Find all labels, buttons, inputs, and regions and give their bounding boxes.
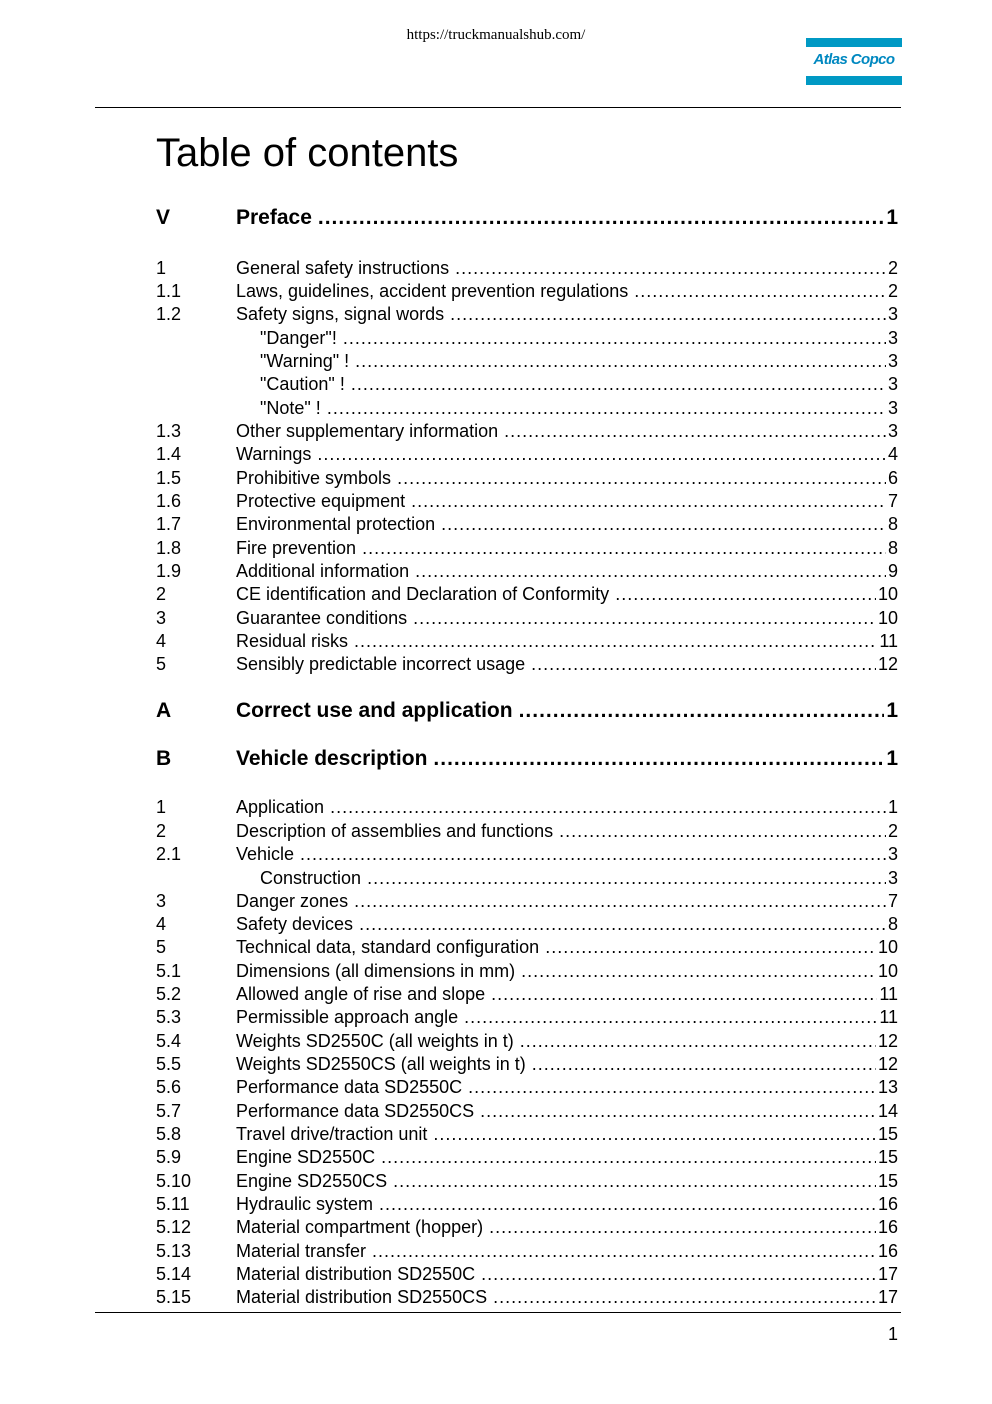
toc-leader-dots <box>379 1194 876 1215</box>
toc-leader-dots <box>493 1287 876 1308</box>
logo-bar-bottom <box>806 76 902 85</box>
toc-number: 5.10 <box>156 1171 192 1191</box>
toc-entry[interactable] <box>156 608 898 629</box>
toc-label: Environmental protection <box>236 514 436 534</box>
toc-leader-dots <box>559 821 886 842</box>
toc-entry[interactable] <box>156 1264 898 1285</box>
toc-label: Preface <box>236 206 312 229</box>
toc-page: 17 <box>877 1264 898 1284</box>
toc-label: Fire prevention <box>236 538 357 558</box>
toc-label: Prohibitive symbols <box>236 468 392 488</box>
toc-leader-dots <box>481 1264 876 1285</box>
toc-label: Vehicle description <box>236 747 428 770</box>
toc-number: 2 <box>156 584 167 604</box>
toc-entry[interactable] <box>156 631 898 652</box>
toc-entry[interactable] <box>156 1147 898 1168</box>
toc-page: 3 <box>887 328 898 348</box>
toc-leader-dots <box>381 1147 876 1168</box>
toc-label: "Warning" ! <box>260 351 350 371</box>
logo-bar-top <box>806 38 902 47</box>
toc-page: 17 <box>877 1287 898 1307</box>
toc-leader-dots <box>464 1007 877 1028</box>
toc-leader-dots <box>455 258 886 279</box>
toc-entry[interactable] <box>156 891 898 912</box>
source-url[interactable]: https://truckmanualshub.com/ <box>406 27 586 43</box>
toc-label: Correct use and application <box>236 699 513 722</box>
toc-leader-dots <box>300 844 886 865</box>
toc-leader-dots <box>521 961 876 982</box>
toc-leader-dots <box>450 304 886 325</box>
toc-leader-dots <box>532 1054 876 1075</box>
toc-page: 15 <box>877 1171 898 1191</box>
toc-page: 1 <box>886 747 898 770</box>
toc-entry[interactable] <box>156 914 898 935</box>
toc-label: Warnings <box>236 444 312 464</box>
toc-label: "Note" ! <box>260 398 321 418</box>
toc-leader-dots <box>397 468 886 489</box>
toc-label: Allowed angle of rise and slope <box>236 984 486 1004</box>
toc-label: Engine SD2550C <box>236 1147 376 1167</box>
toc-leader-dots <box>330 797 886 818</box>
toc-leader-dots <box>355 351 886 372</box>
toc-chapter[interactable] <box>156 699 898 723</box>
toc-chapter[interactable] <box>156 747 898 771</box>
toc-label: Engine SD2550CS <box>236 1171 388 1191</box>
toc-label: Safety signs, signal words <box>236 304 445 324</box>
toc-entry[interactable] <box>156 654 898 675</box>
toc-page: 3 <box>887 421 898 441</box>
toc-leader-dots <box>489 1217 876 1238</box>
toc-page: 8 <box>887 538 898 558</box>
toc-number: 5.11 <box>156 1194 190 1214</box>
toc-entry[interactable] <box>156 491 898 512</box>
toc-number: 1.6 <box>156 491 182 511</box>
toc-number: 1.9 <box>156 561 182 581</box>
toc-leader-dots <box>351 374 886 395</box>
toc-leader-dots <box>393 1171 876 1192</box>
toc-label: Technical data, standard configuration <box>236 937 540 957</box>
logo-text: Atlas Copco <box>813 51 895 68</box>
toc-page: 12 <box>877 1031 898 1051</box>
toc-leader-dots <box>367 868 886 889</box>
toc-page: 2 <box>887 821 898 841</box>
toc-leader-dots <box>411 491 886 512</box>
toc-page: 13 <box>877 1077 898 1097</box>
toc-entry[interactable] <box>156 1217 898 1238</box>
toc-number: 5 <box>156 937 167 957</box>
toc-page: 16 <box>877 1194 898 1214</box>
toc-label: Dimensions (all dimensions in mm) <box>236 961 516 981</box>
toc-label: "Caution" ! <box>260 374 345 394</box>
header-divider <box>95 107 901 108</box>
toc-entry[interactable] <box>156 1054 898 1075</box>
toc-label: Material compartment (hopper) <box>236 1217 484 1237</box>
toc-number: V <box>156 206 171 229</box>
toc-leader-dots <box>480 1101 876 1122</box>
toc-label: Guarantee conditions <box>236 608 408 628</box>
toc-subentry[interactable] <box>156 374 898 395</box>
toc-page: 15 <box>877 1147 898 1167</box>
toc-page: 1 <box>886 206 898 229</box>
toc-label: Material distribution SD2550CS <box>236 1287 488 1307</box>
toc-leader-dots <box>359 914 886 935</box>
toc-entry[interactable] <box>156 937 898 958</box>
toc-number: 3 <box>156 608 167 628</box>
toc-page: 7 <box>887 891 898 911</box>
toc-entry[interactable] <box>156 797 898 818</box>
toc-leader-dots <box>415 561 886 582</box>
toc-label: Construction <box>260 868 362 888</box>
toc-page: 2 <box>887 258 898 278</box>
toc-entry[interactable] <box>156 1007 898 1028</box>
toc-page: 2 <box>887 281 898 301</box>
toc-number: 5 <box>156 654 167 674</box>
toc-label: Permissible approach angle <box>236 1007 459 1027</box>
toc-page: 3 <box>887 868 898 888</box>
toc-page: 1 <box>887 797 898 817</box>
toc-number: B <box>156 747 172 770</box>
toc-number: 1.2 <box>156 304 182 324</box>
toc-page: 14 <box>877 1101 898 1121</box>
toc-number: 5.13 <box>156 1241 192 1261</box>
toc-label: Weights SD2550CS (all weights in t) <box>236 1054 526 1074</box>
toc-number: 5.1 <box>156 961 182 981</box>
toc-label: Sensibly predictable incorrect usage <box>236 654 526 674</box>
toc-label: Protective equipment <box>236 491 406 511</box>
toc-page: 16 <box>877 1241 898 1261</box>
toc-page: 7 <box>887 491 898 511</box>
toc-leader-dots <box>362 538 886 559</box>
toc-number: 1 <box>156 797 167 817</box>
toc-entry[interactable] <box>156 561 898 582</box>
toc-number: A <box>156 699 172 722</box>
toc-number: 5.15 <box>156 1287 192 1307</box>
toc-page: 3 <box>887 398 898 418</box>
page-number: 1 <box>887 1324 898 1344</box>
toc-page: 10 <box>877 608 898 628</box>
toc-leader-dots <box>531 654 876 675</box>
toc-entry[interactable] <box>156 1194 898 1215</box>
toc-entry[interactable] <box>156 421 898 442</box>
toc-entry[interactable] <box>156 281 898 302</box>
toc-page: 8 <box>887 914 898 934</box>
toc-page: 16 <box>877 1217 898 1237</box>
toc-leader-dots <box>634 281 886 302</box>
toc-leader-dots <box>520 1031 876 1052</box>
toc-label: Vehicle <box>236 844 295 864</box>
toc-entry[interactable] <box>156 961 898 982</box>
toc-leader-dots <box>615 584 876 605</box>
toc-entry[interactable] <box>156 1101 898 1122</box>
toc-number: 5.4 <box>156 1031 182 1051</box>
toc-label: Material transfer <box>236 1241 367 1261</box>
toc-subentry[interactable] <box>156 328 898 349</box>
toc-number: 4 <box>156 631 167 651</box>
toc-leader-dots <box>317 444 886 465</box>
toc-entry[interactable] <box>156 1077 898 1098</box>
toc-entry[interactable] <box>156 844 898 865</box>
toc-page: 12 <box>877 1054 898 1074</box>
toc-number: 5.12 <box>156 1217 192 1237</box>
toc-leader-dots <box>545 937 876 958</box>
toc-leader-dots <box>372 1241 876 1262</box>
toc-leader-dots <box>433 1124 876 1145</box>
toc-label: Danger zones <box>236 891 349 911</box>
toc-number: 5.6 <box>156 1077 182 1097</box>
toc-leader-dots <box>504 421 886 442</box>
toc-page: 3 <box>887 351 898 371</box>
toc-page: 9 <box>887 561 898 581</box>
toc-leader-dots <box>519 699 885 723</box>
toc-entry[interactable] <box>156 1241 898 1262</box>
toc-label: Residual risks <box>236 631 349 651</box>
toc-subentry[interactable] <box>156 351 898 372</box>
toc-leader-dots <box>354 631 877 652</box>
toc-label: Performance data SD2550C <box>236 1077 463 1097</box>
toc-leader-dots <box>441 514 886 535</box>
toc-number: 1.1 <box>156 281 182 301</box>
toc-number: 2 <box>156 821 167 841</box>
toc-page: 10 <box>877 584 898 604</box>
toc-number: 5.5 <box>156 1054 182 1074</box>
toc-entry[interactable] <box>156 304 898 325</box>
toc-number: 5.3 <box>156 1007 182 1027</box>
toc-number: 5.14 <box>156 1264 192 1284</box>
toc-page: 4 <box>887 444 898 464</box>
toc-leader-dots <box>433 747 884 771</box>
toc-entry[interactable] <box>156 258 898 279</box>
toc-leader-dots <box>413 608 876 629</box>
toc-label: "Danger"! <box>260 328 337 348</box>
toc-label: Laws, guidelines, accident prevention regulations <box>236 281 629 301</box>
toc-leader-dots <box>468 1077 876 1098</box>
toc-label: Travel drive/traction unit <box>236 1124 428 1144</box>
toc-page: 3 <box>887 844 898 864</box>
toc-number: 2.1 <box>156 844 182 864</box>
toc-label: CE identification and Declaration of Conformity <box>236 584 610 604</box>
toc-page: 11 <box>879 1007 898 1027</box>
toc-number: 4 <box>156 914 167 934</box>
toc-number: 5.8 <box>156 1124 182 1144</box>
toc-number: 3 <box>156 891 167 911</box>
toc-number: 1.4 <box>156 444 182 464</box>
toc-entry[interactable] <box>156 538 898 559</box>
toc-leader-dots <box>491 984 877 1005</box>
toc-label: Other supplementary information <box>236 421 499 441</box>
toc-page: 3 <box>887 374 898 394</box>
toc-page: 10 <box>877 961 898 981</box>
toc-label: General safety instructions <box>236 258 450 278</box>
toc-label: Application <box>236 797 325 817</box>
toc-leader-dots <box>343 328 886 349</box>
toc-page: 1 <box>886 699 898 722</box>
toc-label: Safety devices <box>236 914 354 934</box>
toc-label: Material distribution SD2550C <box>236 1264 476 1284</box>
toc-entry[interactable] <box>156 1171 898 1192</box>
toc-number: 5.2 <box>156 984 182 1004</box>
toc-entry[interactable] <box>156 584 898 605</box>
toc-leader-dots <box>318 206 884 230</box>
toc-label: Performance data SD2550CS <box>236 1101 475 1121</box>
toc-entry[interactable] <box>156 1287 898 1308</box>
toc-page: 6 <box>887 468 898 488</box>
toc-label: Description of assemblies and functions <box>236 821 554 841</box>
toc-leader-dots <box>354 891 886 912</box>
toc-entry[interactable] <box>156 821 898 842</box>
toc-number: 5.9 <box>156 1147 182 1167</box>
toc-number: 1.3 <box>156 421 182 441</box>
toc-page: 12 <box>877 654 898 674</box>
toc-page: 3 <box>887 304 898 324</box>
footer-divider <box>95 1312 901 1313</box>
toc-entry[interactable] <box>156 514 898 535</box>
toc-label: Hydraulic system <box>236 1194 374 1214</box>
toc-number: 1.8 <box>156 538 182 558</box>
toc-entry[interactable] <box>156 1031 898 1052</box>
toc-label: Weights SD2550C (all weights in t) <box>236 1031 514 1051</box>
toc-page: 10 <box>877 937 898 957</box>
page-title: Table of contents <box>156 131 459 175</box>
toc-subentry[interactable] <box>156 398 898 419</box>
toc-page: 11 <box>879 984 898 1004</box>
toc-leader-dots <box>327 398 886 419</box>
toc-number: 1.7 <box>156 514 182 534</box>
toc-page: 11 <box>879 631 898 651</box>
toc-number: 1 <box>156 258 167 278</box>
toc-entry[interactable] <box>156 444 898 465</box>
toc-entry[interactable] <box>156 1124 898 1145</box>
toc-number: 5.7 <box>156 1101 182 1121</box>
atlas-copco-logo <box>806 38 902 85</box>
toc-chapter[interactable] <box>156 206 898 230</box>
toc-entry[interactable] <box>156 984 898 1005</box>
toc-page: 8 <box>887 514 898 534</box>
toc-label: Additional information <box>236 561 410 581</box>
toc-page: 15 <box>877 1124 898 1144</box>
toc-subentry[interactable] <box>156 868 898 889</box>
toc-entry[interactable] <box>156 468 898 489</box>
toc-number: 1.5 <box>156 468 182 488</box>
